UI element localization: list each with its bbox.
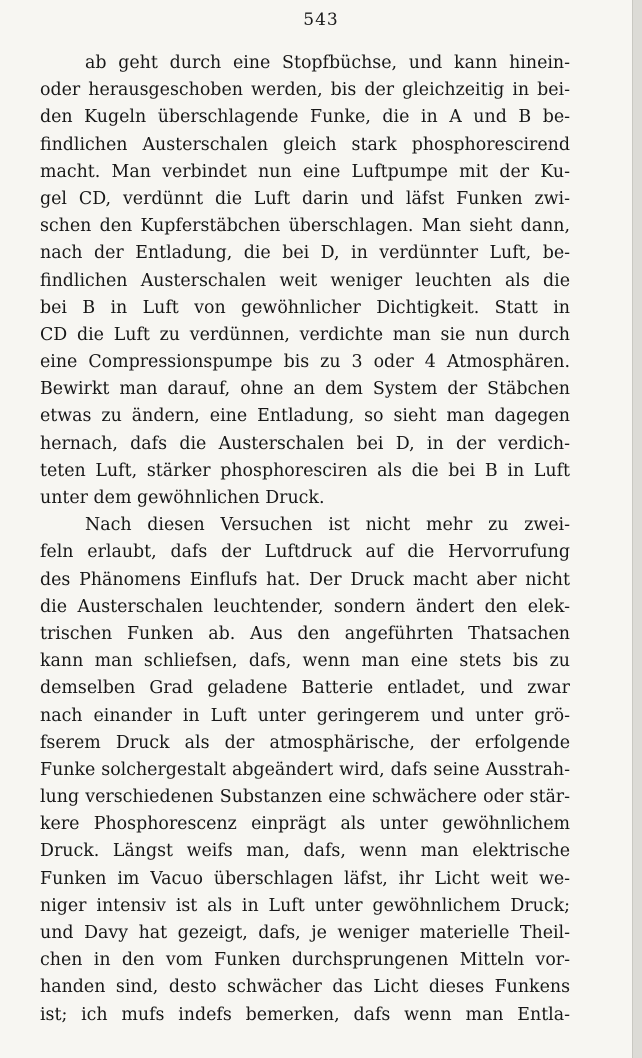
text-line: bei B in Luft von gewöhnlicher Dichtigkeit. Statt in bbox=[40, 297, 570, 318]
text-line: lung verschiedenen Substanzen eine schwächere oder stär- bbox=[40, 787, 570, 808]
text-line: Nach diesen Versuchen ist nicht mehr zu zwei- bbox=[85, 515, 570, 536]
text-line: unter dem gewöhnlichen Druck. bbox=[40, 488, 325, 508]
text-line: fserem Druck als der atmosphärische, der erfolgende bbox=[40, 732, 570, 753]
text-line: kann man schliefsen, dafs, wenn man eine stets bis zu bbox=[40, 651, 570, 672]
text-line: feln erlaubt, dafs der Luftdruck auf die Hervorrufung bbox=[40, 542, 570, 563]
text-line: den Kugeln überschlagende Funke, die in A und B be- bbox=[40, 107, 570, 128]
text-line: findlichen Austerschalen gleich stark phosphorescirend bbox=[40, 134, 570, 155]
text-line: kere Phosphorescenz einprägt als unter gewöhnlichem bbox=[40, 814, 570, 835]
text-line: handen sind, desto schwächer das Licht dieses Funkens bbox=[40, 977, 570, 998]
page-edge bbox=[632, 0, 642, 1058]
text-line: schen den Kupferstäbchen überschlagen. Man sieht dann, bbox=[40, 216, 570, 237]
text-line: hernach, dafs die Austerschalen bei D, in der verdich- bbox=[40, 433, 570, 454]
text-line: nach der Entladung, die bei D, in verdünnter Luft, be- bbox=[40, 243, 570, 264]
body-text bbox=[40, 50, 570, 1029]
text-line: Druck. Längst weifs man, dafs, wenn man elektrische bbox=[40, 841, 570, 862]
text-line: ab geht durch eine Stopfbüchse, und kann hinein- bbox=[85, 53, 570, 73]
text-line: CD die Luft zu verdünnen, verdichte man sie nun durch bbox=[40, 324, 570, 345]
text-line: die Austerschalen leuchtender, sondern ändert den elek- bbox=[40, 596, 570, 617]
text-line: eine Compressionspumpe bis zu 3 oder 4 Atmosphären. bbox=[40, 352, 570, 373]
text-line: Funken im Vacuo überschlagen läfst, ihr Licht weit we- bbox=[40, 868, 570, 889]
text-line: nach einander in Luft unter geringerem und unter grö- bbox=[40, 705, 570, 726]
text-line: ist; ich mufs indefs bemerken, dafs wenn man Entla- bbox=[40, 1004, 570, 1025]
text-line: trischen Funken ab. Aus den angeführten Thatsachen bbox=[40, 623, 570, 644]
text-line: Bewirkt man darauf, ohne an dem System der Stäbchen bbox=[40, 379, 570, 400]
text-line: und Davy hat gezeigt, dafs, je weniger materielle Theil- bbox=[40, 923, 570, 943]
text-line: niger intensiv ist als in Luft unter gewöhnlichem Druck; bbox=[40, 895, 570, 916]
page-number: 543 bbox=[303, 10, 339, 30]
text-line: findlichen Austerschalen weit weniger leuchten als die bbox=[40, 270, 570, 291]
text-line: gel CD, verdünnt die Luft darin und läfst Funken zwi- bbox=[40, 188, 570, 209]
text-line: demselben Grad geladene Batterie entladet, und zwar bbox=[40, 678, 570, 699]
text-line: teten Luft, stärker phosphoresciren als die bei B in Luft bbox=[40, 460, 570, 481]
text-line: Funke solchergestalt abgeändert wird, dafs seine Ausstrah- bbox=[40, 759, 570, 780]
text-line: des Phänomens Einflufs hat. Der Druck macht aber nicht bbox=[40, 569, 570, 590]
text-line: chen in den vom Funken durchsprungenen Mitteln vor- bbox=[40, 950, 570, 971]
text-line: macht. Man verbindet nun eine Luftpumpe mit der Ku- bbox=[40, 161, 570, 182]
text-line: etwas zu ändern, eine Entladung, so sieht man dagegen bbox=[40, 406, 570, 427]
text-line: oder herausgeschoben werden, bis der gleichzeitig in bei- bbox=[40, 80, 570, 101]
